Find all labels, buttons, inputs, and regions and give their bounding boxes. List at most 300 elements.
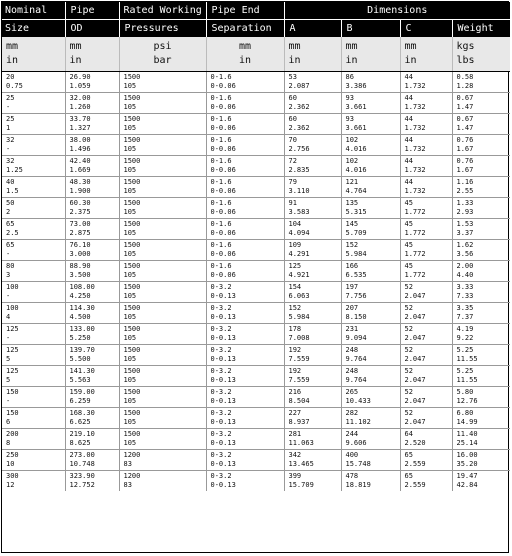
cell-weight-primary: 16.00 — [456, 451, 478, 459]
cell-dim-b-primary: 93 — [345, 94, 354, 102]
cell-separation — [206, 345, 284, 366]
cell-dim-c-secondary: 2.047 — [404, 355, 426, 363]
cell-weight-secondary: 35.20 — [456, 460, 478, 468]
cell-dim-b-secondary: 7.756 — [345, 292, 367, 300]
cell-od-secondary: 8.625 — [69, 439, 91, 447]
cell-separation — [206, 72, 284, 93]
cell-od-primary: 141.30 — [69, 367, 95, 375]
cell-od-secondary: 4.500 — [69, 313, 91, 321]
cell-dim-c-primary: 52 — [404, 346, 413, 354]
cell-separation-secondary: 0-0.06 — [210, 250, 236, 258]
unit-od-imperial: in — [69, 55, 82, 66]
cell-pressure-primary: 1500 — [123, 94, 141, 102]
table-row — [2, 240, 510, 261]
cell-pressure-secondary: 105 — [123, 334, 137, 342]
cell-pressure-secondary: 105 — [123, 355, 137, 363]
cell-dim-a-secondary: 8.937 — [288, 418, 310, 426]
cell-pressure-secondary: 105 — [123, 103, 137, 111]
cell-size-secondary: 5 — [6, 376, 11, 384]
cell-separation-primary: 0-3.2 — [210, 367, 232, 375]
cell-od-secondary: 6.625 — [69, 418, 91, 426]
cell-size-primary: 20 — [6, 73, 15, 81]
cell-pressure-secondary: 105 — [123, 418, 137, 426]
cell-pressure — [119, 387, 206, 408]
cell-weight-secondary: 1.28 — [456, 82, 474, 90]
cell-dim-b-secondary: 9.764 — [345, 355, 367, 363]
cell-weight-primary: 1.53 — [456, 220, 474, 228]
cell-separation-secondary: 0-0.13 — [210, 355, 236, 363]
cell-dim-a — [284, 261, 341, 282]
cell-od — [65, 93, 119, 114]
table-row — [2, 429, 510, 450]
cell-weight — [452, 408, 510, 429]
cell-size-secondary: - — [6, 103, 11, 111]
cell-dim-c-primary: 52 — [404, 283, 413, 291]
cell-weight — [452, 450, 510, 471]
cell-size — [2, 135, 65, 156]
table-row — [2, 72, 510, 93]
table-row — [2, 387, 510, 408]
cell-od-primary: 60.30 — [69, 199, 91, 207]
cell-od-primary: 26.90 — [69, 73, 91, 81]
cell-pressure — [119, 408, 206, 429]
unit-separation-imperial: in — [238, 55, 252, 66]
cell-separation — [206, 240, 284, 261]
cell-pressure-secondary: 83 — [123, 460, 132, 468]
cell-dim-c-secondary: 2.047 — [404, 418, 426, 426]
cell-size-secondary: 0.75 — [6, 82, 23, 90]
cell-od-primary: 114.30 — [69, 304, 95, 312]
cell-pressure — [119, 282, 206, 303]
cell-size — [2, 177, 65, 198]
cell-dim-a-primary: 60 — [288, 115, 297, 123]
cell-size — [2, 408, 65, 429]
header-row-bottom — [2, 20, 510, 38]
cell-dim-c-primary: 52 — [404, 325, 413, 333]
cell-pressure-secondary: 105 — [123, 229, 137, 237]
cell-size-primary: 40 — [6, 178, 15, 186]
cell-separation-primary: 0-1.6 — [210, 241, 232, 249]
cell-separation-primary: 0-3.2 — [210, 430, 232, 438]
cell-od-primary: 159.00 — [69, 388, 95, 396]
cell-dim-a-secondary: 15.709 — [288, 481, 314, 489]
cell-weight-secondary: 9.22 — [456, 334, 474, 342]
cell-separation-secondary: 0-0.06 — [210, 124, 236, 132]
header-pressures: Pressures — [119, 20, 206, 38]
cell-separation-primary: 0-3.2 — [210, 388, 232, 396]
cell-dim-c — [400, 261, 452, 282]
cell-od — [65, 450, 119, 471]
cell-od-secondary: 1.260 — [69, 103, 91, 111]
cell-dim-a-primary: 227 — [288, 409, 302, 417]
cell-separation-primary: 0-3.2 — [210, 451, 232, 459]
cell-size-primary: 300 — [6, 472, 19, 480]
cell-weight-primary: 11.40 — [456, 430, 478, 438]
cell-dim-a-primary: 72 — [288, 157, 297, 165]
cell-weight-primary: 1.16 — [456, 178, 474, 186]
unit-pressures — [119, 37, 206, 72]
table-row — [2, 366, 510, 387]
cell-weight-secondary: 1.47 — [456, 124, 474, 132]
cell-dim-c — [400, 72, 452, 93]
cell-weight — [452, 72, 510, 93]
cell-dim-c-secondary: 1.772 — [404, 250, 426, 258]
unit-a — [284, 37, 341, 72]
cell-separation-secondary: 0-0.13 — [210, 460, 236, 468]
cell-pressure — [119, 156, 206, 177]
cell-size — [2, 303, 65, 324]
cell-weight-secondary: 1.67 — [456, 145, 474, 153]
cell-dim-b-secondary: 5.315 — [345, 208, 367, 216]
cell-dim-a — [284, 72, 341, 93]
cell-od-primary: 219.10 — [69, 430, 95, 438]
cell-dim-c — [400, 408, 452, 429]
cell-od-secondary: 2.875 — [69, 229, 91, 237]
header-c: C — [400, 20, 452, 38]
unit-b-imperial: in — [345, 55, 358, 66]
cell-pressure-primary: 1500 — [123, 283, 141, 291]
cell-dim-b-secondary: 10.433 — [345, 397, 371, 405]
cell-dim-c — [400, 450, 452, 471]
cell-pressure — [119, 240, 206, 261]
cell-dim-b-primary: 145 — [345, 220, 359, 228]
cell-pressure-primary: 1500 — [123, 325, 141, 333]
cell-dim-b — [341, 240, 400, 261]
cell-pressure-secondary: 105 — [123, 187, 137, 195]
cell-separation — [206, 366, 284, 387]
cell-separation-primary: 0-1.6 — [210, 178, 232, 186]
cell-dim-b-primary: 207 — [345, 304, 359, 312]
cell-dim-c-primary: 44 — [404, 157, 413, 165]
cell-pressure-primary: 1500 — [123, 136, 141, 144]
cell-od — [65, 429, 119, 450]
cell-dim-b — [341, 324, 400, 345]
cell-pressure-primary: 1500 — [123, 157, 141, 165]
cell-weight — [452, 345, 510, 366]
cell-dim-a — [284, 156, 341, 177]
cell-pressure-secondary: 105 — [123, 292, 137, 300]
cell-dim-b — [341, 345, 400, 366]
cell-pressure-primary: 1500 — [123, 430, 141, 438]
cell-dim-c — [400, 198, 452, 219]
cell-separation-primary: 0-3.2 — [210, 283, 232, 291]
cell-dim-a — [284, 219, 341, 240]
header-weight: Weight — [452, 20, 510, 38]
cell-od-primary: 33.70 — [69, 115, 91, 123]
cell-weight-primary: 0.76 — [456, 157, 474, 165]
cell-dim-b-primary: 93 — [345, 115, 354, 123]
cell-dim-b-primary: 244 — [345, 430, 359, 438]
cell-od-secondary: 1.327 — [69, 124, 91, 132]
cell-dim-a-secondary: 7.559 — [288, 355, 310, 363]
cell-dim-a-secondary: 2.362 — [288, 103, 310, 111]
cell-pressure-primary: 1500 — [123, 346, 141, 354]
cell-weight-primary: 5.80 — [456, 388, 474, 396]
cell-weight-secondary: 3.56 — [456, 250, 474, 258]
cell-dim-c — [400, 93, 452, 114]
cell-dim-c-primary: 52 — [404, 367, 413, 375]
cell-dim-c-primary: 65 — [404, 472, 413, 480]
cell-dim-c-secondary: 1.772 — [404, 271, 426, 279]
cell-dim-b-primary: 265 — [345, 388, 359, 396]
cell-dim-a-secondary: 7.559 — [288, 376, 310, 384]
cell-dim-c-primary: 45 — [404, 262, 413, 270]
cell-dim-a-secondary: 3.583 — [288, 208, 310, 216]
unit-separation — [206, 37, 284, 72]
cell-pressure-secondary: 105 — [123, 250, 137, 258]
cell-size-primary: 100 — [6, 304, 19, 312]
cell-pressure — [119, 450, 206, 471]
cell-dim-c — [400, 114, 452, 135]
cell-pressure — [119, 135, 206, 156]
cell-dim-b-primary: 166 — [345, 262, 359, 270]
cell-weight — [452, 219, 510, 240]
cell-pressure-secondary: 105 — [123, 313, 137, 321]
cell-separation — [206, 135, 284, 156]
cell-od — [65, 471, 119, 492]
cell-weight — [452, 387, 510, 408]
cell-od-primary: 323.90 — [69, 472, 95, 480]
cell-dim-b-secondary: 15.748 — [345, 460, 371, 468]
cell-dim-b-secondary: 11.102 — [345, 418, 371, 426]
cell-dim-a — [284, 471, 341, 492]
cell-dim-a — [284, 114, 341, 135]
cell-pressure-secondary: 105 — [123, 271, 137, 279]
cell-dim-a-secondary: 4.921 — [288, 271, 310, 279]
cell-dim-a-primary: 104 — [288, 220, 302, 228]
cell-size-secondary: - — [6, 292, 11, 300]
cell-dim-b — [341, 282, 400, 303]
cell-dim-b-secondary: 8.150 — [345, 313, 367, 321]
cell-od-secondary: 3.000 — [69, 250, 91, 258]
cell-separation-primary: 0-3.2 — [210, 472, 232, 480]
cell-dim-a — [284, 177, 341, 198]
cell-separation-primary: 0-1.6 — [210, 199, 232, 207]
cell-dim-a-secondary: 3.110 — [288, 187, 310, 195]
cell-dim-b — [341, 303, 400, 324]
table-row — [2, 198, 510, 219]
cell-separation-primary: 0-1.6 — [210, 157, 232, 165]
cell-od-secondary: 4.250 — [69, 292, 91, 300]
cell-dim-c — [400, 345, 452, 366]
cell-weight — [452, 93, 510, 114]
cell-od-secondary: 5.250 — [69, 334, 91, 342]
cell-size-secondary: 5 — [6, 355, 11, 363]
cell-pressure-primary: 1200 — [123, 451, 141, 459]
cell-dim-a-secondary: 4.291 — [288, 250, 310, 258]
cell-dim-a — [284, 345, 341, 366]
cell-separation — [206, 114, 284, 135]
cell-pressure-secondary: 105 — [123, 376, 137, 384]
cell-dim-a-secondary: 7.008 — [288, 334, 310, 342]
cell-dim-c-primary: 44 — [404, 136, 413, 144]
cell-separation-secondary: 0-0.13 — [210, 397, 236, 405]
cell-weight — [452, 429, 510, 450]
cell-dim-c-primary: 64 — [404, 430, 413, 438]
cell-dim-c-secondary: 2.047 — [404, 334, 426, 342]
cell-dim-b — [341, 93, 400, 114]
cell-od-primary: 32.00 — [69, 94, 91, 102]
cell-dim-b-secondary: 4.016 — [345, 145, 367, 153]
cell-dim-a-secondary: 2.835 — [288, 166, 310, 174]
cell-size — [2, 387, 65, 408]
cell-weight-primary: 2.00 — [456, 262, 474, 270]
cell-size-primary: 125 — [6, 367, 19, 375]
cell-size — [2, 156, 65, 177]
cell-weight-primary: 6.80 — [456, 409, 474, 417]
cell-weight-secondary: 42.84 — [456, 481, 478, 489]
cell-od — [65, 282, 119, 303]
cell-od-primary: 76.10 — [69, 241, 91, 249]
cell-dim-c-secondary: 2.047 — [404, 397, 426, 405]
unit-a-imperial: in — [288, 55, 301, 66]
cell-dim-c-primary: 52 — [404, 409, 413, 417]
cell-dim-a-secondary: 2.756 — [288, 145, 310, 153]
cell-size-primary: 125 — [6, 346, 19, 354]
unit-weight-lbs: lbs — [456, 55, 475, 66]
header-separation: Separation — [206, 20, 284, 38]
cell-separation — [206, 471, 284, 492]
cell-dim-c-secondary: 2.559 — [404, 460, 426, 468]
header-pipe: Pipe — [65, 2, 119, 20]
cell-pressure-primary: 1500 — [123, 199, 141, 207]
cell-dim-a-primary: 70 — [288, 136, 297, 144]
cell-size — [2, 93, 65, 114]
cell-dim-c-secondary: 2.047 — [404, 313, 426, 321]
cell-od — [65, 114, 119, 135]
cell-dim-c-primary: 45 — [404, 241, 413, 249]
cell-dim-b-primary: 135 — [345, 199, 359, 207]
cell-size-secondary: 1 — [6, 124, 11, 132]
cell-dim-b — [341, 261, 400, 282]
cell-size-secondary: - — [6, 397, 11, 405]
cell-size-secondary: 8 — [6, 439, 11, 447]
table-row — [2, 450, 510, 471]
cell-separation-primary: 0-3.2 — [210, 409, 232, 417]
cell-weight — [452, 198, 510, 219]
cell-size-secondary: - — [6, 334, 11, 342]
header-row-top — [2, 2, 510, 20]
spec-table — [2, 2, 510, 491]
cell-pressure — [119, 177, 206, 198]
table-row — [2, 345, 510, 366]
cell-pressure-primary: 1500 — [123, 367, 141, 375]
cell-dim-b-primary: 248 — [345, 367, 359, 375]
pipe-coupling-spec-table-frame — [1, 1, 509, 553]
cell-dim-b — [341, 471, 400, 492]
unit-size — [2, 37, 65, 72]
cell-pressure-primary: 1500 — [123, 304, 141, 312]
header-od: OD — [65, 20, 119, 38]
cell-dim-b-secondary: 5.709 — [345, 229, 367, 237]
cell-size-primary: 100 — [6, 283, 19, 291]
cell-pressure — [119, 429, 206, 450]
header-a: A — [284, 20, 341, 38]
cell-dim-a-primary: 399 — [288, 472, 302, 480]
cell-od-secondary: 1.900 — [69, 187, 91, 195]
unit-pressures-bar: bar — [153, 55, 172, 66]
cell-pressure — [119, 345, 206, 366]
cell-pressure — [119, 324, 206, 345]
cell-dim-c-secondary: 2.520 — [404, 439, 426, 447]
units-row — [2, 37, 510, 72]
cell-separation — [206, 324, 284, 345]
cell-pressure — [119, 261, 206, 282]
cell-separation — [206, 429, 284, 450]
cell-separation — [206, 450, 284, 471]
cell-pressure — [119, 366, 206, 387]
unit-a-metric: mm — [288, 41, 301, 52]
cell-dim-a-primary: 53 — [288, 73, 297, 81]
cell-dim-c — [400, 282, 452, 303]
unit-pressures-psi: psi — [153, 41, 172, 52]
cell-size-primary: 65 — [6, 241, 15, 249]
cell-dim-b-secondary: 18.819 — [345, 481, 371, 489]
cell-pressure-primary: 1500 — [123, 115, 141, 123]
cell-weight-primary: 3.33 — [456, 283, 474, 291]
cell-dim-b-primary: 102 — [345, 157, 359, 165]
cell-separation-secondary: 0-0.06 — [210, 82, 236, 90]
cell-size-secondary: 4 — [6, 313, 11, 321]
header-b: B — [341, 20, 400, 38]
table-row — [2, 93, 510, 114]
cell-size-primary: 125 — [6, 325, 19, 333]
cell-od-secondary: 5.563 — [69, 376, 91, 384]
cell-dim-a — [284, 282, 341, 303]
cell-size — [2, 366, 65, 387]
cell-dim-a-primary: 60 — [288, 94, 297, 102]
cell-od — [65, 219, 119, 240]
unit-size-metric: mm — [6, 41, 19, 52]
cell-pressure-primary: 1200 — [123, 472, 141, 480]
cell-weight — [452, 156, 510, 177]
cell-od — [65, 72, 119, 93]
cell-dim-b-primary: 400 — [345, 451, 359, 459]
cell-dim-a — [284, 387, 341, 408]
cell-dim-c-primary: 44 — [404, 178, 413, 186]
cell-od-primary: 48.30 — [69, 178, 91, 186]
header-nominal: Nominal — [2, 2, 65, 20]
cell-dim-a-secondary: 8.504 — [288, 397, 310, 405]
cell-od-secondary: 6.259 — [69, 397, 91, 405]
cell-dim-a-primary: 281 — [288, 430, 302, 438]
cell-size — [2, 114, 65, 135]
cell-pressure — [119, 198, 206, 219]
cell-separation-primary: 0-1.6 — [210, 115, 232, 123]
cell-dim-a-secondary: 13.465 — [288, 460, 314, 468]
cell-pressure-primary: 1500 — [123, 178, 141, 186]
cell-od — [65, 324, 119, 345]
cell-od-primary: 273.00 — [69, 451, 95, 459]
cell-dim-c-secondary: 1.732 — [404, 166, 426, 174]
cell-pressure-primary: 1500 — [123, 262, 141, 270]
cell-separation-secondary: 0-0.13 — [210, 481, 236, 489]
cell-dim-b — [341, 450, 400, 471]
cell-dim-a — [284, 198, 341, 219]
spec-table-body — [2, 72, 510, 492]
table-row — [2, 471, 510, 492]
cell-dim-a — [284, 240, 341, 261]
cell-dim-b-secondary: 4.016 — [345, 166, 367, 174]
cell-weight-primary: 19.47 — [456, 472, 478, 480]
cell-separation-secondary: 0-0.13 — [210, 292, 236, 300]
cell-dim-c-primary: 44 — [404, 115, 413, 123]
cell-size-primary: 250 — [6, 451, 19, 459]
cell-pressure — [119, 219, 206, 240]
cell-dim-a — [284, 303, 341, 324]
cell-separation — [206, 156, 284, 177]
cell-pressure-secondary: 105 — [123, 166, 137, 174]
